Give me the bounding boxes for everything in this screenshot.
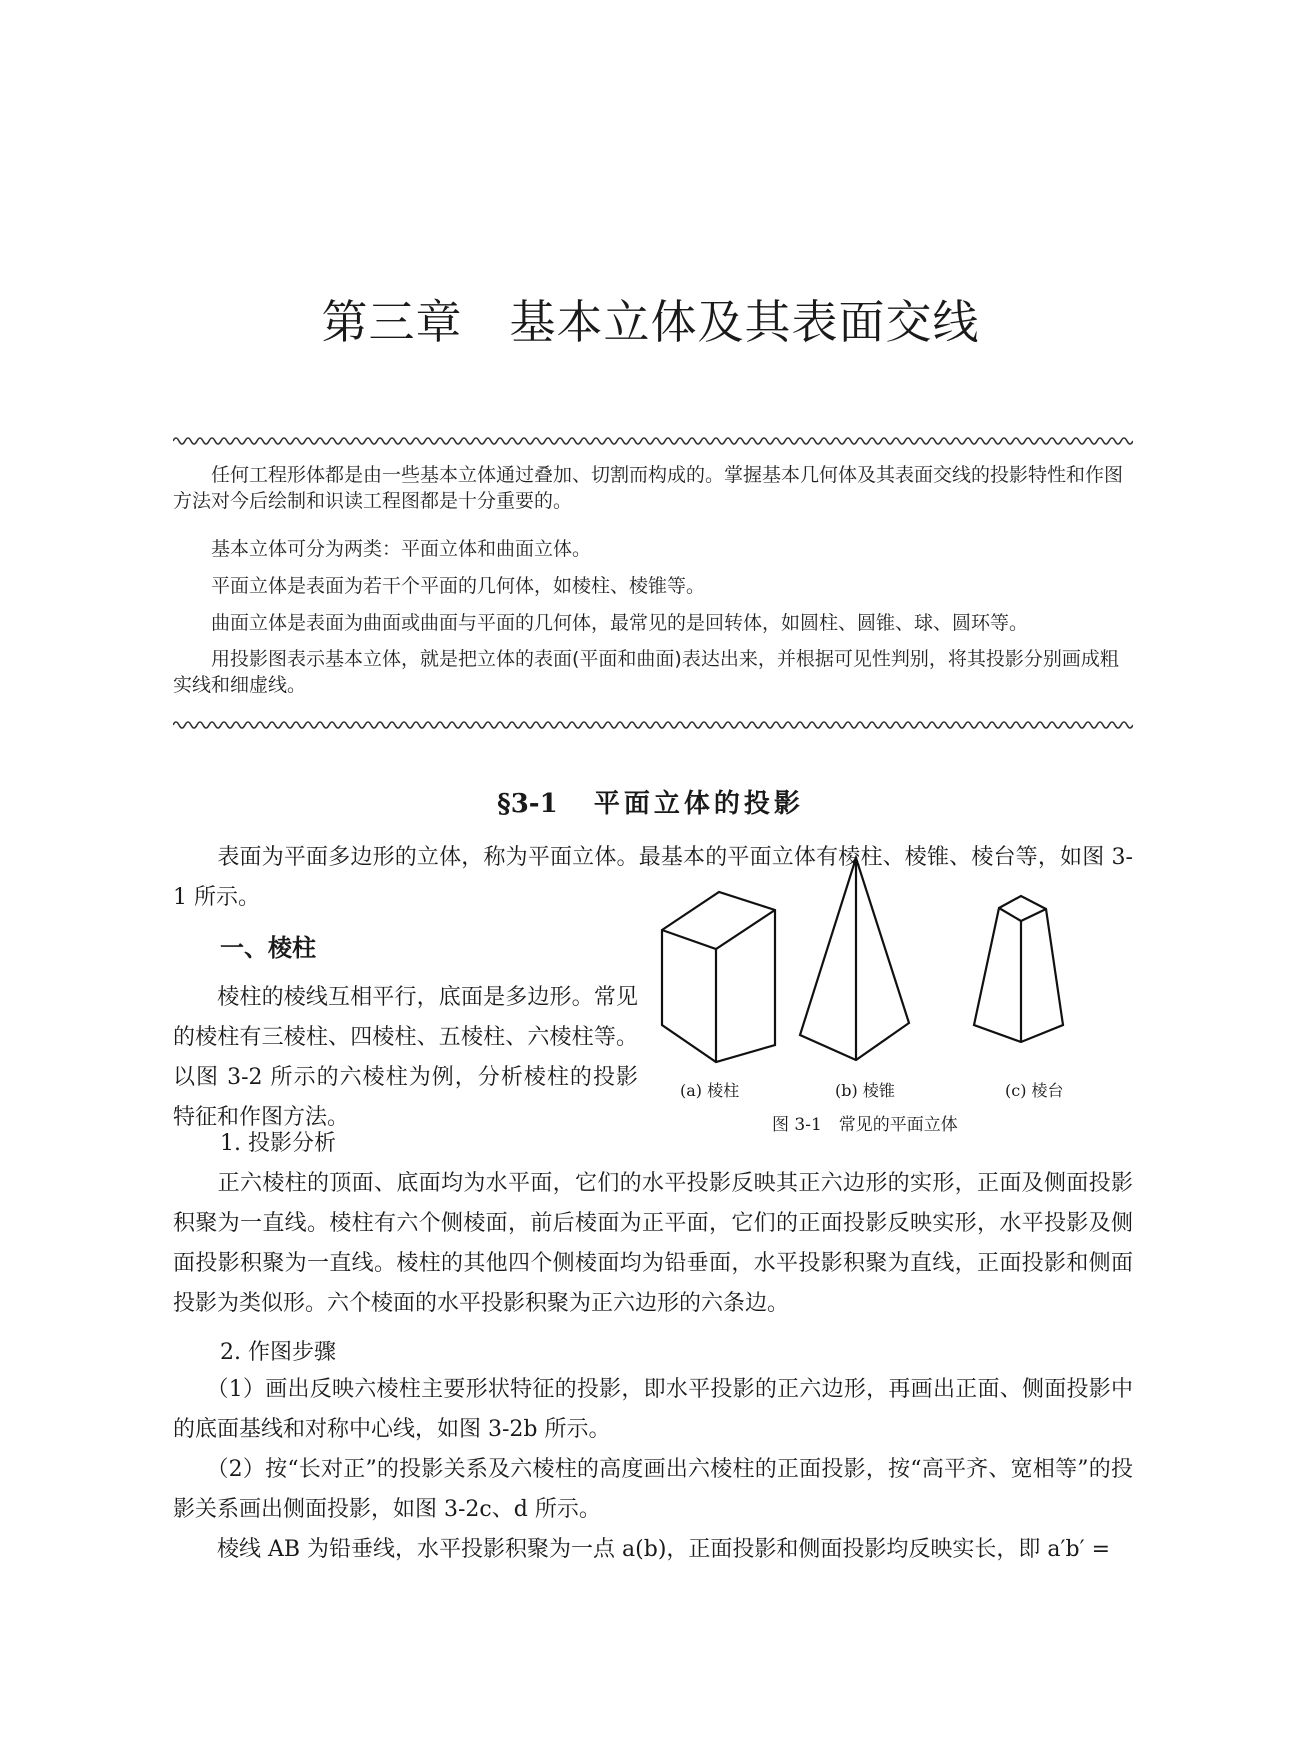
intro-paragraph: 任何工程形体都是由一些基本立体通过叠加、切割而构成的。掌握基本几何体及其表面交线的投影特性和作图方法对今后绘制和识读工程图都是十分重要的。 <box>173 464 1124 512</box>
intro-paragraph: 平面立体是表面为若干个平面的几何体，如棱柱、棱锥等。 <box>173 575 706 597</box>
intro-paragraph: 用投影图表示基本立体，就是把立体的表面(平面和曲面)表达出来，并根据可见性判别，将其投影分别画成粗实线和细虚线。 <box>173 648 1119 696</box>
body-paragraph: 棱柱的棱线互相平行，底面是多边形。常见的棱柱有三棱柱、四棱柱、五棱柱、六棱柱等。以图 3-2 所示的六棱柱为例，分析棱柱的投影特征和作图方法。 <box>173 985 638 1130</box>
body-paragraph: （2）按“长对正”的投影关系及六棱柱的高度画出六棱柱的正面投影，按“高平齐、宽相等”的投影关系画出侧面投影，如图 3-2c、d 所示。 <box>173 1457 1133 1522</box>
section-name: 平面立体的投影 <box>593 789 804 819</box>
heading-prism: 一、棱柱 <box>220 934 316 962</box>
body-paragraph: 棱线 AB 为铅垂线，水平投影积聚为一点 a(b)，正面投影和侧面投影均反映实长，即 a′b′ = <box>173 1537 1111 1562</box>
figure-caption: 图 3-1 常见的平面立体 <box>772 1115 958 1135</box>
wave-divider-top <box>173 434 1133 448</box>
figure-label-frustum: (c) 棱台 <box>1005 1081 1064 1100</box>
figure-label-pyramid: (b) 棱锥 <box>835 1081 895 1100</box>
section-number: §3-1 <box>497 789 558 819</box>
frustum-drawing <box>974 896 1063 1042</box>
intro-paragraph: 基本立体可分为两类：平面立体和曲面立体。 <box>173 538 592 560</box>
prism-drawing <box>662 892 775 1062</box>
figure-3-1 <box>660 810 1130 1140</box>
body-paragraph: 正六棱柱的顶面、底面均为水平面，它们的水平投影反映其正六边形的实形，正面及侧面投影积聚为一直线。棱柱有六个侧棱面，前后棱面为正平面，它们的正面投影反映实形，水平投影及侧面投影积聚为一直线。棱柱的其他四个侧棱面均为铅垂面，水平投影积聚为直线，正面投影和侧面投影为类似形。六个棱面的水平投影积聚为正六边形的六条边。 <box>173 1171 1133 1316</box>
figure-label-prism: (a) 棱柱 <box>680 1081 740 1100</box>
body-paragraph: 表面为平面多边形的立体，称为平面立体。最基本的平面立体有棱柱、棱锥、棱台等，如图 3-1 所示。 <box>173 845 1133 910</box>
pyramid-drawing <box>800 858 909 1060</box>
subheading-steps: 2. 作图步骤 <box>220 1340 336 1365</box>
solids-illustration <box>660 810 1130 1090</box>
chapter-title: 第三章 基本立体及其表面交线 <box>321 295 980 349</box>
body-paragraph: （1）画出反映六棱柱主要形状特征的投影，即水平投影的正六边形，再画出正面、侧面投影中的底面基线和对称中心线，如图 3-2b 所示。 <box>173 1377 1133 1442</box>
wave-divider-bottom <box>173 718 1133 732</box>
subheading-analysis: 1. 投影分析 <box>220 1131 336 1156</box>
intro-paragraph: 曲面立体是表面为曲面或曲面与平面的几何体，最常见的是回转体，如圆柱、圆锥、球、圆环等。 <box>173 612 1029 634</box>
